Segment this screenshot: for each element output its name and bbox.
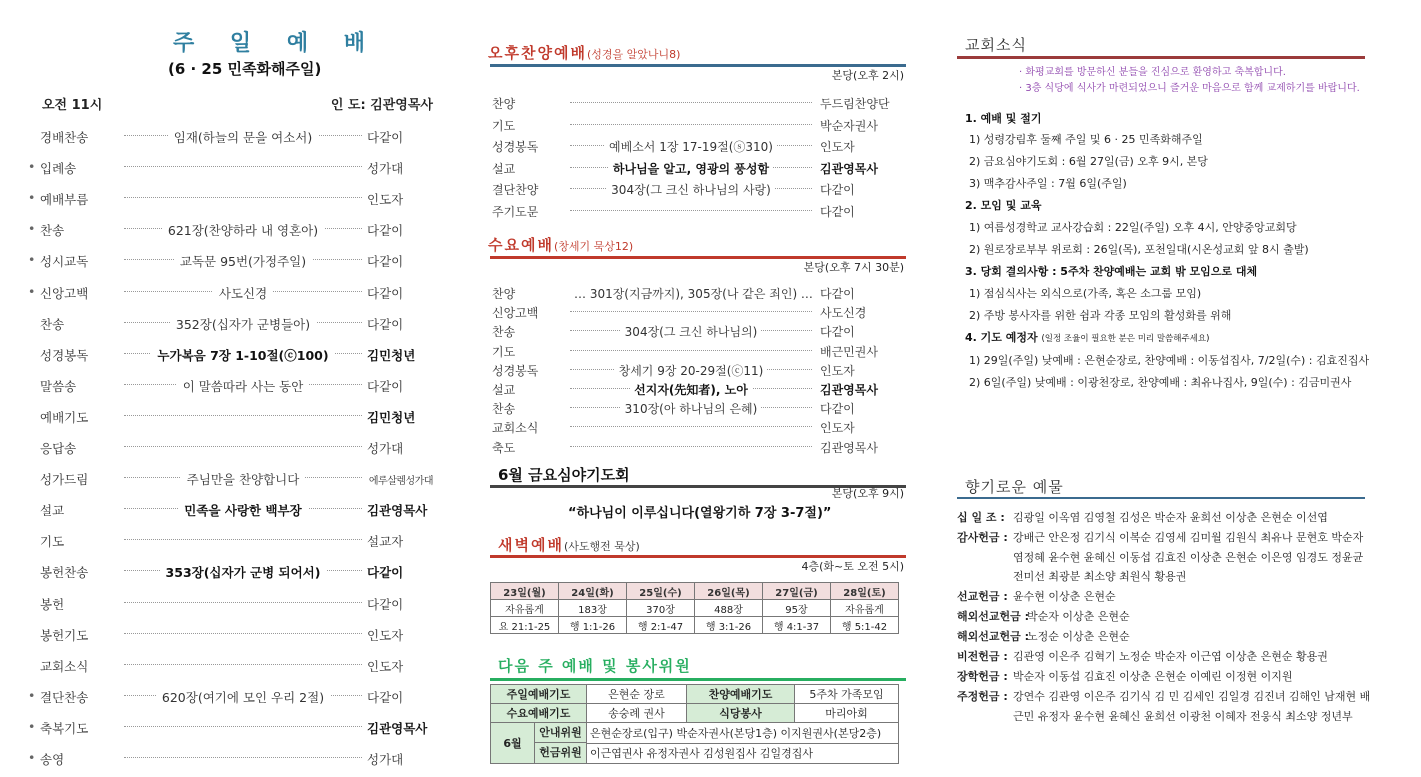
- order-person: 성가대: [367, 441, 404, 456]
- order-label: 봉헌기도: [40, 627, 89, 643]
- order-person: 다같이: [820, 287, 855, 301]
- order-row: [28, 250, 438, 270]
- news-line-text: 1) 점심식사는 외식으로(가족, 혹은 소그룹 모임): [969, 287, 1202, 300]
- order-row: [492, 399, 904, 416]
- news-line: [969, 285, 1201, 301]
- order-person: 인도자: [820, 363, 855, 378]
- offering-type: 해외선교헌금 :: [957, 610, 1029, 623]
- order-row: [28, 593, 438, 613]
- news-line: [969, 352, 1369, 368]
- order-item: [124, 284, 362, 302]
- staff-role: 식당봉사: [687, 704, 795, 723]
- service-leader: 인 도: 김관영목사: [330, 98, 433, 113]
- staff-name: 마리아회: [795, 704, 899, 723]
- order-person: 성가대: [367, 161, 404, 177]
- wednesday-place: 본당(오후 7시 30분): [803, 261, 904, 274]
- order-row: [28, 717, 438, 737]
- afternoon-service-heading: [488, 42, 906, 63]
- order-label: 기도: [492, 344, 516, 359]
- order-row: [28, 375, 438, 395]
- wednesday-service-theme: (창세기 묵상12): [553, 240, 634, 253]
- order-label: 결단찬송: [40, 689, 89, 705]
- order-person: 다같이: [367, 316, 404, 332]
- order-person: 인도자: [820, 421, 855, 436]
- order-item: [124, 470, 362, 488]
- order-person: 다같이: [820, 402, 855, 417]
- offering-row: [955, 607, 1375, 627]
- order-item-text: 352장(십자가 군병들아): [170, 317, 316, 332]
- offering-names: 강배근 안은정 김기식 이복순 김영세 김미월 김원식 최유나 문현호 박순자 염정혜 윤수현 윤혜신 이동섭 김효진 이상춘 은현순 이은영 임경도 정윤균 전미선 최광분 최소양 최원식 황용권: [1013, 531, 1364, 583]
- order-item-text: 주님만을 찬양합니다: [181, 472, 306, 487]
- prayer-note: (일정 조율이 필요한 분은 미리 말씀해주세요): [1041, 334, 1210, 344]
- staff-role: 안내위원: [535, 723, 586, 743]
- order-item-text: 누가복음 7장 1-10절(ⓒ100): [151, 348, 334, 363]
- dawn-cell: 27일(금): [763, 583, 831, 600]
- order-person: 다같이: [820, 183, 855, 198]
- dot-leader: [124, 446, 362, 447]
- offering-type: 십 일 조 :: [957, 511, 1005, 524]
- order-label: 찬송: [492, 402, 516, 417]
- order-item: [570, 362, 812, 379]
- order-label: 성가드림: [40, 472, 89, 488]
- dawn-hymns-row: [491, 600, 899, 617]
- news-line-text: 4. 기도 예정자: [965, 331, 1038, 344]
- dot-leader: [570, 311, 812, 312]
- order-item: [570, 323, 812, 340]
- order-row: [492, 322, 904, 339]
- staff-month-cell: [491, 723, 587, 764]
- order-row: [492, 284, 904, 301]
- order-row: [28, 530, 438, 550]
- dot-leader: [124, 664, 362, 665]
- dot-leader: [124, 166, 362, 167]
- order-row: [28, 344, 438, 364]
- order-person: 에루살렘성가대: [368, 476, 433, 488]
- service-time-row: [42, 94, 438, 113]
- order-item: [124, 563, 362, 581]
- order-item-text: 이 말씀따라 사는 동안: [177, 379, 310, 394]
- order-item-text: 하나님을 알고, 영광의 풍성함: [609, 162, 773, 176]
- order-row: [28, 219, 438, 239]
- bullet-mark: •: [28, 718, 36, 734]
- news-line-text: 1) 성령강림후 둘째 주일 및 6 · 25 민족화해주일: [969, 133, 1203, 146]
- bullet-mark: •: [28, 159, 36, 175]
- order-row: [28, 282, 438, 302]
- staff-month: 6월: [491, 723, 535, 763]
- order-label: 찬양: [492, 97, 516, 111]
- order-label: 봉헌찬송: [40, 565, 89, 581]
- dawn-cell: 28일(토): [831, 583, 899, 600]
- order-row: [28, 188, 438, 208]
- offering-names: 김광일 이옥염 김영철 김성은 박순자 윤희선 이상춘 은현순 이선엽: [1013, 511, 1328, 524]
- staff-role: 찬양예배기도: [687, 685, 795, 704]
- order-person: 다같이: [820, 325, 855, 340]
- friday-prayer-title: 6월 금요심야기도회: [498, 466, 630, 484]
- dot-leader: [124, 415, 362, 416]
- dot-leader: [124, 757, 362, 758]
- news-line: [965, 197, 1041, 213]
- offering-row: [955, 627, 1375, 647]
- order-row: [492, 303, 904, 320]
- order-item: [124, 346, 362, 364]
- order-label: 교회소식: [40, 658, 89, 674]
- dot-leader: [570, 446, 812, 447]
- order-row: [492, 180, 904, 197]
- news-line-text: 1. 예배 및 절기: [965, 112, 1042, 125]
- offering-row: [955, 667, 1375, 687]
- order-item-text: 임재(하늘의 문을 여소서): [168, 130, 318, 145]
- order-label: 주기도문: [492, 205, 539, 219]
- order-person: 성가대: [367, 752, 404, 767]
- order-row: [492, 418, 904, 435]
- order-label: 기도: [492, 118, 516, 133]
- news-line: [965, 263, 1257, 279]
- friday-theme-quote: “하나님이 이루십니다(열왕기하 7장 3-7절)”: [568, 506, 832, 521]
- order-row: [28, 157, 438, 177]
- dawn-cell: 488장: [695, 600, 763, 617]
- order-item: [124, 377, 362, 395]
- offering-names: 강연수 김관영 이은주 김기식 김 민 김세인 김일경 김진녀 김해인 남재현 배근민 유정자 윤수현 윤혜신 윤희선 이광천 이혜자 전웅식 최소양 정년부: [1013, 690, 1371, 723]
- dot-leader: [124, 539, 362, 540]
- dot-leader: [124, 602, 362, 603]
- order-label: 성시교독: [40, 254, 89, 270]
- order-label: 찬송: [492, 325, 516, 340]
- welcome-notice: · 화평교회를 방문하신 분들을 진심으로 환영하고 축복합니다.: [1019, 67, 1286, 78]
- order-label: 말씀송: [40, 378, 77, 394]
- order-row: [492, 202, 904, 219]
- staff-role: 헌금위원: [539, 746, 582, 759]
- church-news-title: 교회소식: [965, 36, 1027, 54]
- order-person: 다같이: [367, 254, 404, 270]
- order-item: [570, 160, 812, 177]
- order-item-text: … 301장(지금까지), 305장(나 같은 죄인) …: [570, 287, 817, 301]
- sunday-service-subtitle: (6 · 25 민족화해주일): [168, 60, 322, 78]
- order-person: 김관영목사: [820, 161, 878, 176]
- news-line-text: 2. 모임 및 교육: [965, 199, 1042, 212]
- news-line: [969, 131, 1203, 147]
- dawn-place: 4층(화~토 오전 5시): [801, 560, 904, 573]
- bullet-mark: •: [28, 221, 36, 237]
- offering-names: 노정순 이상춘 은현순: [1027, 630, 1130, 643]
- afternoon-service-theme: (성경을 알았나니8): [586, 48, 681, 61]
- order-row: [28, 437, 438, 457]
- dawn-cell: 25일(수): [627, 583, 695, 600]
- dot-leader: [570, 350, 812, 351]
- dawn-cell: 95장: [763, 600, 831, 617]
- order-person: 박순자권사: [820, 118, 878, 133]
- order-item-text: 304장(그 크신 하나님의 사랑): [607, 183, 775, 197]
- order-item: [124, 688, 362, 706]
- order-label: 송영: [40, 752, 65, 767]
- offering-row: [955, 587, 1375, 607]
- staff-name: 5주차 가족모임: [795, 685, 899, 704]
- news-line-text: 2) 원로장로부부 위로회 : 26일(목), 포천일대(시온성교회 앞 8시 출발): [969, 243, 1309, 256]
- order-row: [492, 342, 904, 359]
- next-week-staff-table: [490, 684, 899, 764]
- afternoon-service-title: 오후찬양예배: [488, 44, 587, 62]
- order-person: 다같이: [367, 285, 404, 301]
- order-person: 김관영목사: [820, 383, 878, 397]
- divider: [490, 678, 906, 681]
- order-row: [492, 380, 904, 397]
- order-row: [492, 137, 904, 154]
- order-label: 예배기도: [40, 409, 89, 425]
- order-label: 성경봉독: [492, 363, 539, 378]
- staff-names: 은현순장로(입구) 박순자권사(본당1층) 이지원권사(본당2층): [587, 723, 899, 744]
- order-item: [124, 221, 362, 239]
- offering-row: [955, 508, 1375, 528]
- order-row: [28, 468, 438, 488]
- order-person: 사도신경: [820, 306, 867, 321]
- dawn-cell: 행 4:1-37: [763, 617, 831, 634]
- dawn-cell: 행 1:1-26: [559, 617, 627, 634]
- order-item-text: 민족을 사랑한 백부장: [178, 503, 307, 518]
- offering-type: 비전헌금 :: [957, 650, 1008, 663]
- offering-type: 감사헌금 :: [957, 531, 1008, 544]
- dot-leader: [570, 124, 812, 125]
- order-label: 찬송: [40, 316, 65, 332]
- order-row: [28, 313, 438, 333]
- order-person: 설교자: [367, 534, 404, 550]
- next-week-heading: 다음 주 예배 및 봉사위원: [498, 657, 692, 675]
- order-item-text: 353장(십자가 군병 되어서): [160, 565, 327, 580]
- order-row: [28, 126, 438, 146]
- order-label: 축도: [492, 440, 516, 455]
- order-row: [492, 159, 904, 176]
- order-person: 다같이: [820, 205, 855, 219]
- order-item-text: 창세기 9장 20-29절(ⓒ11): [615, 364, 768, 378]
- dawn-cell: 요 21:1-25: [491, 617, 559, 634]
- dawn-cell: 행 2:1-47: [627, 617, 695, 634]
- offering-names: 윤수현 이상춘 은현순: [1013, 590, 1116, 603]
- dawn-service-title: 새벽예배: [498, 536, 564, 554]
- order-item-text: 예베소서 1장 17-19절(ⓢ310): [605, 140, 777, 154]
- bullet-mark: •: [28, 750, 36, 765]
- dawn-cell: 23일(월): [491, 583, 559, 600]
- staff-name: 은현순 장로: [587, 685, 687, 704]
- service-time: 오전 11시: [42, 98, 103, 113]
- order-label: 설교: [492, 161, 516, 176]
- order-label: 경배찬송: [40, 130, 89, 145]
- order-row: [28, 748, 438, 768]
- staff-name: 송숭례 권사: [587, 704, 687, 723]
- order-person: 다같이: [367, 565, 404, 581]
- order-label: 기도: [40, 534, 65, 550]
- order-label: 결단찬양: [492, 183, 539, 198]
- news-line-text: 2) 금요심야기도회 : 6월 27일(금) 오후 9시, 본당: [969, 155, 1208, 168]
- dot-leader: [124, 726, 362, 727]
- afternoon-place: 본당(오후 2시): [831, 69, 904, 82]
- order-label: 입례송: [40, 161, 77, 177]
- order-row: [492, 116, 904, 133]
- order-person: 배근민권사: [820, 344, 878, 359]
- order-item-text: 621장(찬양하라 내 영혼아): [162, 223, 324, 238]
- order-row: [492, 361, 904, 378]
- dawn-days-row: [491, 583, 899, 600]
- dot-leader: [570, 210, 812, 211]
- order-label: 찬양: [492, 287, 516, 301]
- order-item-text: 620장(여기에 모인 우리 2절): [156, 690, 330, 705]
- dawn-cell: 행 5:1-42: [831, 617, 899, 634]
- news-line: [969, 374, 1351, 390]
- order-label: 설교: [492, 383, 516, 397]
- order-person: 다같이: [367, 689, 404, 705]
- order-row: [28, 406, 438, 426]
- dawn-cell: 24일(화): [559, 583, 627, 600]
- order-label: 찬송: [40, 223, 65, 239]
- order-item-text: 310장(아 하나님의 은혜): [621, 402, 762, 416]
- dawn-cell: 26일(목): [695, 583, 763, 600]
- offering-row: [955, 687, 1375, 726]
- bullet-mark: •: [28, 190, 36, 206]
- news-line: [969, 175, 1127, 191]
- order-label: 봉헌: [40, 596, 65, 612]
- order-label: 신앙고백: [40, 285, 89, 301]
- dot-leader: [124, 633, 362, 634]
- order-item: [570, 138, 812, 155]
- order-person: 김민청년: [367, 347, 416, 363]
- wednesday-service-heading: [488, 234, 906, 255]
- news-line-text: 1) 29일(주일) 낮예배 : 은현순장로, 찬양예배 : 이동섭집사, 7/2일(수) : 김효진집사: [969, 354, 1370, 367]
- wednesday-service-title: 수요예배: [488, 236, 554, 254]
- order-person: 인도자: [367, 627, 404, 643]
- order-label: 설교: [40, 503, 65, 519]
- staff-names: 이근엽권사 유정자권사 김성원집사 김일경집사: [587, 743, 899, 764]
- dot-leader: [570, 102, 812, 103]
- dot-leader: [124, 197, 362, 198]
- order-person: 김관영목사: [367, 720, 428, 736]
- order-label: 응답송: [40, 441, 77, 456]
- order-label: 예배부름: [40, 192, 89, 208]
- news-line: [969, 153, 1208, 169]
- dawn-cell: 자유롭게: [491, 600, 559, 617]
- order-label: 신앙고백: [492, 306, 539, 321]
- order-person: 다같이: [367, 378, 404, 394]
- order-item: [570, 400, 812, 417]
- order-person: 두드림찬양단: [820, 97, 890, 111]
- order-item-text: 선지자(先知者), 노아: [630, 383, 752, 397]
- order-row: [28, 499, 438, 519]
- staff-role: 수요예배기도: [491, 704, 587, 723]
- news-line-text: 3. 당회 결의사항 : 5주차 찬양예배는 교회 밖 모임으로 대체: [965, 265, 1258, 278]
- news-line: [965, 329, 1209, 345]
- offering-type: 장학헌금 :: [957, 670, 1008, 683]
- meal-notice: · 3층 식당에 식사가 마련되었으니 즐거운 마음으로 함께 교제하기를 바랍니다.: [1019, 83, 1360, 94]
- order-label: 성경봉독: [40, 347, 89, 363]
- news-line-text: 3) 맥추감사주일 : 7월 6일(주일): [969, 177, 1127, 190]
- order-row: [492, 94, 904, 111]
- order-item: [124, 128, 362, 146]
- dawn-texts-row: [491, 617, 899, 634]
- order-label: 성경봉독: [492, 140, 539, 155]
- news-line: [969, 219, 1297, 235]
- dawn-service-heading: [498, 534, 916, 555]
- order-row: [492, 438, 904, 455]
- dawn-service-theme: (사도행전 묵상): [563, 540, 640, 553]
- offering-names: 박순자 이상춘 은현순: [1027, 610, 1130, 623]
- order-person: 김관영목사: [820, 440, 878, 455]
- order-row: [28, 655, 438, 675]
- bullet-mark: •: [28, 687, 36, 703]
- order-person: 인도자: [820, 140, 855, 155]
- dot-leader: [570, 426, 812, 427]
- news-line: [969, 307, 1231, 323]
- dawn-cell: 183장: [559, 600, 627, 617]
- order-person: 인도자: [367, 658, 404, 674]
- news-line: [969, 241, 1309, 257]
- order-row: [28, 624, 438, 644]
- order-item: [570, 381, 812, 398]
- order-person: 다같이: [367, 223, 404, 239]
- staff-role: 주일예배기도: [491, 685, 587, 704]
- order-item: [124, 501, 362, 519]
- offering-title: 향기로운 예물: [965, 478, 1064, 496]
- order-person: 다같이: [367, 130, 404, 145]
- divider: [957, 56, 1365, 59]
- offering-row: [955, 647, 1375, 667]
- order-person: 다같이: [367, 596, 404, 612]
- friday-place: 본당(오후 9시): [831, 487, 904, 500]
- order-label: 교회소식: [492, 421, 539, 436]
- dawn-schedule-table: [490, 582, 899, 634]
- bullet-mark: •: [28, 252, 36, 268]
- order-label: 축복기도: [40, 720, 89, 736]
- order-person: 인도자: [367, 192, 404, 208]
- order-person: 김민청년: [367, 409, 416, 425]
- news-line: [965, 110, 1041, 126]
- sunday-service-title: 주 일 예 배: [173, 31, 379, 56]
- news-line-text: 2) 6일(주일) 낮예배 : 이광천장로, 찬양예배 : 최유나집사, 9일(수) : 김금미권사: [969, 376, 1352, 389]
- dawn-cell: 370장: [627, 600, 695, 617]
- divider: [957, 497, 1365, 499]
- bullet-mark: •: [28, 283, 36, 299]
- offering-type: 선교헌금 :: [957, 590, 1008, 603]
- offering-type: 해외선교헌금 :: [957, 630, 1029, 643]
- order-item: [570, 285, 812, 302]
- offering-type: 주정헌금 :: [957, 690, 1008, 703]
- order-item-text: 사도신경: [213, 286, 273, 301]
- order-person: 김관영목사: [367, 503, 428, 519]
- dawn-cell: 행 3:1-26: [695, 617, 763, 634]
- order-item-text: 304장(그 크신 하나님의): [621, 325, 762, 339]
- news-line-text: 2) 주방 봉사자를 위한 쉼과 각종 모임의 활성화를 위해: [969, 309, 1232, 322]
- order-item-text: 교독문 95번(가정주일): [174, 254, 312, 269]
- dawn-cell: 자유롭게: [831, 600, 899, 617]
- order-item: [124, 252, 362, 270]
- offering-names: 김관영 이은주 김혁기 노정순 박순자 이근엽 이상춘 은현순 황용권: [1013, 650, 1328, 663]
- offering-names: 박순자 이동섭 김효진 이상춘 은현순 이예린 이정현 이지원: [1013, 670, 1293, 683]
- offering-row: [955, 528, 1375, 587]
- order-item: [124, 315, 362, 333]
- order-row: [28, 561, 438, 581]
- order-item: [570, 181, 812, 198]
- order-row: [28, 686, 438, 706]
- news-line-text: 1) 여름성경학교 교사강습회 : 22일(주일) 오후 4시, 안양중앙교회당: [969, 221, 1297, 234]
